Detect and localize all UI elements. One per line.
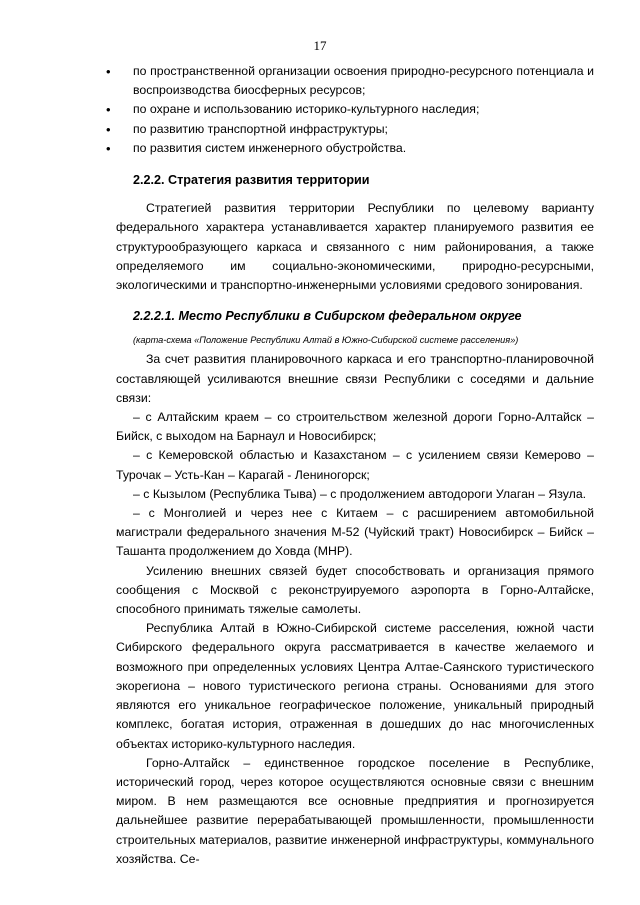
body-paragraph: Усилению внешних связей будет способствовать и организация прямого сообщения с Москвой с реконструируемого аэропорта в Горно-Алтайске, способного принимать тяжелые самолеты. [116, 563, 594, 617]
subsection-heading: 2.2.2.1. Место Республики в Сибирском федеральном округе [133, 309, 522, 324]
map-reference-note: (карта-схема «Положение Республики Алтай в Южно-Сибирской системе расселения») [133, 335, 519, 346]
page-number: 17 [313, 38, 327, 53]
bullet-list [116, 62, 594, 158]
subsection-lead-paragraph: За счет развития планировочного каркаса и его транспортно-планировочной составляющей усиливаются внешние связи Республики с соседями и дальние связи: [116, 352, 594, 405]
external-link-item: – с Кызылом (Республика Тыва) – с продолжением автодороги Улаган – Язула. [133, 486, 587, 501]
section-intro-paragraph: Стратегией развития территории Республики по целевому варианту федерального характера устанавливается характер планируемого развития ее структурообразующего каркаса и связанного с ним районирования, а также определяемого им социально-экономическими, природно-ресурсными, экологическими и транспортно-инженерными условиями средового зонирования. [116, 201, 594, 293]
external-link-item: – с Алтайским краем – со строительством железной дороги Горно-Алтайск – Бийск, с выходом на Барнаул и Новосибирск; [116, 410, 594, 444]
external-link-item: – с Кемеровской областью и Казахстаном – с усилением связи Кемерово – Турочак – Усть-Кан – Карагай - Лениногорск; [116, 448, 594, 482]
external-link-item: – с Монголией и через нее с Китаем – с расширением автомобильной магистрали федерального значения М-52 (Чуйский тракт) Новосибирск – Бийск – Ташанта продолжением до Ховда (МНР). [116, 506, 594, 559]
body-paragraph: Горно-Алтайск – единственное городское поселение в Республике, исторический город, через которое осуществляются основные связи с внешним миром. В нем размещаются все основные предприятия и прогнозируется дальнейшее развитие перерабатывающей промышленности, промышленности строительных материалов, развитие инженерной инфраструктуры, коммунального хозяйства. Се- [116, 755, 594, 866]
page-content [116, 62, 594, 869]
external-links-list [116, 408, 594, 562]
bullet-item: • по развития систем инженерного обустройства. [116, 139, 594, 158]
bullet-item: • по охране и использованию историко-культурного наследия; [116, 100, 594, 119]
bullet-item: • по пространственной организации освоения природно-ресурсного потенциала и воспроизводства биосферных ресурсов; [116, 62, 594, 100]
body-paragraph: Республика Алтай в Южно-Сибирской системе расселения, южной части Сибирского федерального округа рассматривается в качестве желаемого и возможного при определенных условиях Центра Алтае-Саянского туристического экорегиона – нового туристического региона страны. Основаниями для этого являются его уникальное географическое положение, уникальный природный комплекс, богатая история, отраженная в дошедших до нас многочисленных объектах историко-культурного наследия. [116, 621, 594, 751]
section-heading: 2.2.2. Стратегия развития территории [133, 173, 370, 188]
bullet-item: • по развитию транспортной инфраструктуры; [116, 120, 594, 139]
